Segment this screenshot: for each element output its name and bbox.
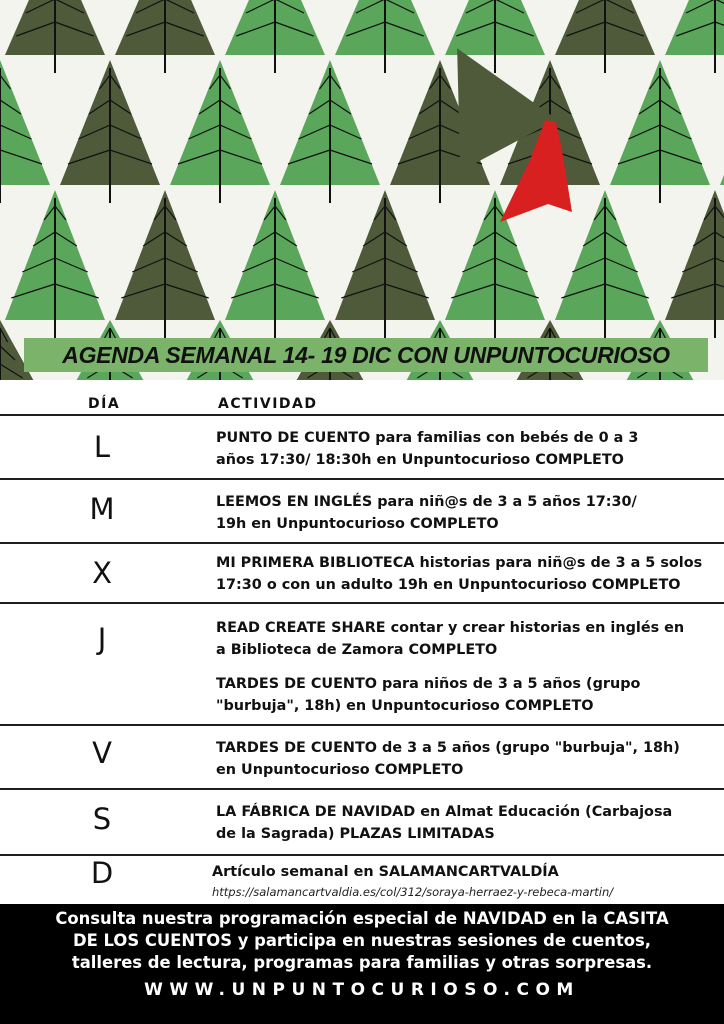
day-letter: M	[89, 492, 115, 526]
table-row	[0, 788, 724, 856]
day-letter: J	[97, 622, 107, 656]
website-link[interactable]: WWW.UNPUNTOCURIOSO.COM	[144, 980, 580, 1000]
day-column-header: DÍA	[88, 396, 121, 412]
activity-line: de la Sagrada) PLAZAS LIMITADAS	[216, 826, 495, 842]
activity-text	[216, 427, 706, 471]
table-row	[0, 478, 724, 544]
footer-line: Consulta nuestra programación especial de NAVIDAD en la CASITA	[55, 909, 669, 928]
activity-text	[216, 737, 706, 781]
day-letter: L	[93, 430, 111, 464]
page-title: AGENDA SEMANAL 14- 19 DIC CON UNPUNTOCURIOSO	[62, 341, 670, 368]
activity-line: 19h en Unpuntocurioso COMPLETO	[216, 516, 499, 532]
tree-shape	[0, 60, 50, 185]
activity-line: años 17:30/ 18:30h en Unpuntocurioso COMPLETO	[216, 452, 624, 468]
footer-banner	[0, 904, 724, 1024]
day-letter: X	[92, 556, 112, 590]
day-letter: S	[92, 802, 112, 836]
activity-line: LEEMOS EN INGLÉS para niñ@s de 3 a 5 años 17:30/	[216, 494, 637, 510]
activity-line: MI PRIMERA BIBLIOTECA historias para niñ@s de 3 a 5 solos	[216, 555, 703, 571]
hero-illustration	[0, 0, 724, 380]
table-row	[0, 542, 724, 604]
tree-shape	[720, 320, 724, 380]
footer-text	[0, 904, 724, 974]
day-letter: V	[92, 736, 112, 770]
red-figure-head	[541, 126, 555, 140]
activity-line: "burbuja", 18h) en Unpuntocurioso COMPLETO	[216, 698, 594, 714]
activity-line: a Biblioteca de Zamora COMPLETO	[216, 642, 498, 658]
activity-text	[216, 552, 706, 596]
table-row	[0, 724, 724, 790]
forest-pattern	[0, 0, 724, 380]
tree-shape	[720, 60, 724, 185]
activity-line: en Unpuntocurioso COMPLETO	[216, 762, 464, 778]
activity-text	[212, 861, 706, 883]
activity-line: TARDES DE CUENTO para niños de 3 a 5 años (grupo	[216, 676, 641, 692]
footer-line: DE LOS CUENTOS y participa en nuestras sesiones de cuentos,	[73, 931, 651, 950]
day-letter: D	[90, 856, 114, 890]
title-banner	[24, 338, 708, 372]
activity-line: 17:30 o con un adulto 19h en Unpuntocurioso COMPLETO	[216, 577, 681, 593]
activity-line: Artículo semanal en SALAMANCARTVALDÍA	[212, 864, 559, 880]
activity-line: TARDES DE CUENTO de 3 a 5 años (grupo "burbuja", 18h)	[216, 740, 680, 756]
activity-text	[216, 617, 706, 717]
activity-text	[216, 491, 706, 535]
article-link[interactable]: https://salamancartvaldia.es/col/312/soraya-herraez-y-rebeca-martin/	[212, 885, 614, 899]
footer-line: talleres de lectura, programas para familias y otras sorpresas.	[71, 953, 653, 972]
table-row	[0, 602, 724, 726]
activity-line: PUNTO DE CUENTO para familias con bebés de 0 a 3	[216, 430, 639, 446]
activity-line: LA FÁBRICA DE NAVIDAD en Almat Educación (Carbajosa	[216, 804, 673, 820]
table-row	[0, 854, 724, 906]
activity-text	[216, 801, 706, 845]
activity-line: READ CREATE SHARE contar y crear historias en inglés en	[216, 620, 685, 636]
table-row	[0, 414, 724, 480]
activity-column-header: ACTIVIDAD	[218, 396, 318, 412]
